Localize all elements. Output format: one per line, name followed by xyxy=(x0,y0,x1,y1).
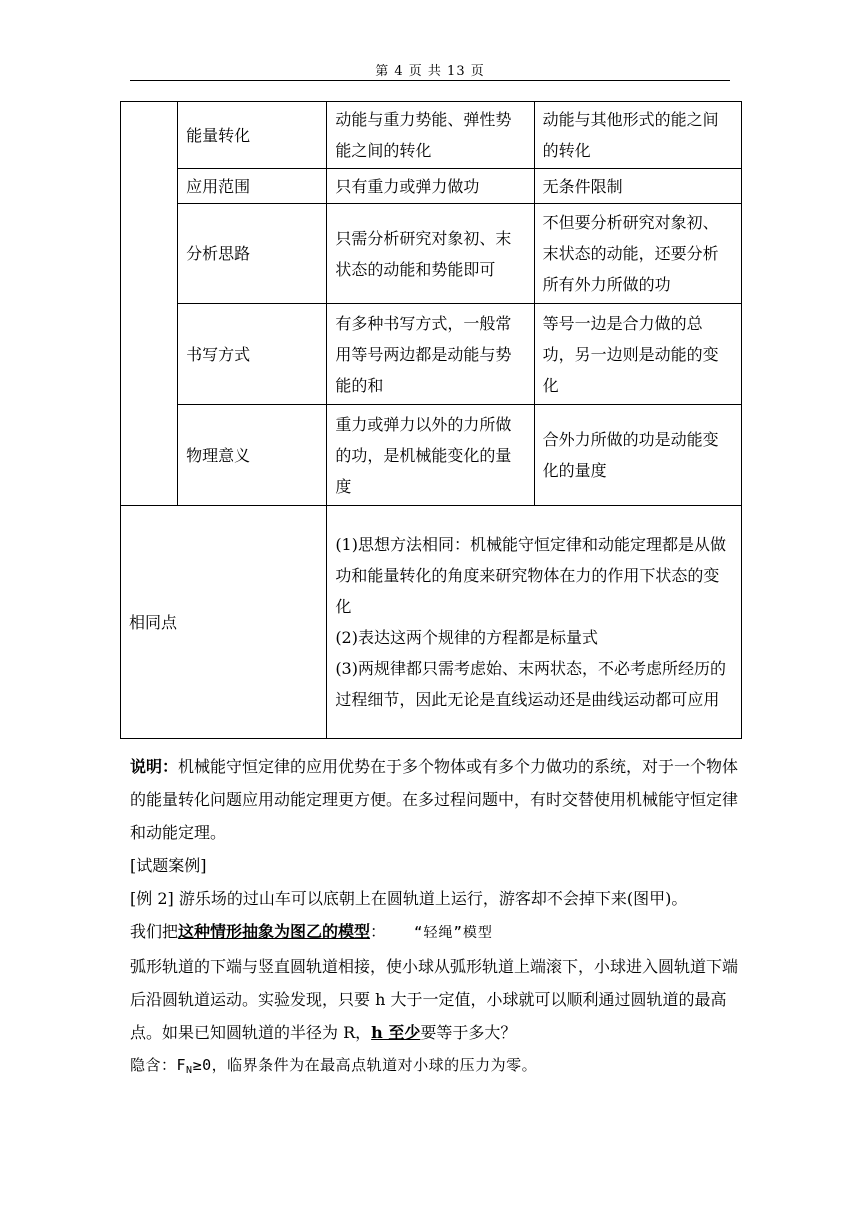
header-divider xyxy=(130,80,730,81)
row-label: 能量转化 xyxy=(178,102,327,169)
conservation-cell: 动能与重力势能、弹性势能之间的转化 xyxy=(327,102,534,169)
hint-subscript: N xyxy=(186,1065,193,1076)
table-row xyxy=(121,204,742,304)
similarity-point: (3)两规律都只需考虑始、末两状态，不必考虑所经历的过程细节，因此无论是直线运动还是曲线运动都可应用 xyxy=(335,659,726,709)
hint-line xyxy=(130,1049,742,1087)
conservation-cell: 只需分析研究对象初、末状态的动能和势能即可 xyxy=(327,204,534,304)
example-label: [例 2] xyxy=(130,889,174,908)
example-text: ： xyxy=(370,922,387,941)
table-row xyxy=(121,405,742,506)
notes-section xyxy=(130,750,742,1087)
handwritten-annotation: “轻绳”模型 xyxy=(414,925,493,941)
table-row xyxy=(121,169,742,204)
row-label: 分析思路 xyxy=(178,204,327,304)
theorem-cell: 不但要分析研究对象初、末状态的动能，还要分析所有外力所做的功 xyxy=(534,204,741,304)
conservation-cell: 有多种书写方式，一般常用等号两边都是动能与势能的和 xyxy=(327,304,534,405)
table-row xyxy=(121,102,742,169)
explanation-label: 说明： xyxy=(130,757,179,776)
theorem-cell: 动能与其他形式的能之间的转化 xyxy=(534,102,741,169)
explanation-paragraph xyxy=(130,750,742,849)
page-number-header: 第 4 页 共 13 页 xyxy=(375,64,485,79)
explanation-text: 机械能守恒定律的应用优势在于多个物体或有多个力做功的系统，对于一个物体的能量转化问题应用动能定理更方便。在多过程问题中，有时交替使用机械能守恒定律和动能定理。 xyxy=(130,757,739,842)
theorem-cell: 合外力所做的功是动能变化的量度 xyxy=(534,405,741,506)
theorem-cell: 等号一边是合力做的总功，另一边则是动能的变化 xyxy=(534,304,741,405)
example-text: 要等于多大？ xyxy=(420,1023,517,1042)
underlined-phrase: h 至少 xyxy=(371,1023,421,1042)
similarities-label: 相同点 xyxy=(121,506,327,739)
merged-left-cell xyxy=(121,102,178,506)
row-label: 物理意义 xyxy=(178,405,327,506)
conservation-cell: 重力或弹力以外的力所做的功，是机械能变化的量度 xyxy=(327,405,534,506)
example-line xyxy=(130,882,742,915)
theorem-cell: 无条件限制 xyxy=(534,169,741,204)
hint-text: 隐含：F xyxy=(130,1056,187,1074)
row-label: 书写方式 xyxy=(178,304,327,405)
similarity-point: (2)表达这两个规律的方程都是标量式 xyxy=(335,628,598,647)
hint-text: ≥0，临界条件为在最高点轨道对小球的压力为零。 xyxy=(192,1056,538,1074)
example-text: 我们把 xyxy=(130,922,179,941)
similarity-point: (1)思想方法相同：机械能守恒定律和动能定理都是从做功和能量转化的角度来研究物体在力的作用下状态的变化 xyxy=(335,535,726,616)
example-text: 弧形轨道的下端与竖直圆轨道相接，使小球从弧形轨道上端滚下，小球进入圆轨道下端后沿圆轨道运动。实验发现，只要 h 大于一定值，小球就可以顺利通过圆轨道的最高点。如果已知圆轨道的半径为 R， xyxy=(130,957,739,1042)
example-paragraph xyxy=(130,950,742,1049)
table-row xyxy=(121,304,742,405)
table-row-similarities xyxy=(121,506,742,739)
example-text: 游乐场的过山车可以底朝上在圆轨道上运行，游客却不会掉下来(图甲)。 xyxy=(173,889,688,908)
underlined-phrase: 这种情形抽象为图乙的模型 xyxy=(178,922,371,941)
comparison-table xyxy=(120,101,742,739)
row-label: 应用范围 xyxy=(178,169,327,204)
section-title: [试题案例] xyxy=(130,856,207,875)
similarities-content xyxy=(327,506,742,739)
conservation-cell: 只有重力或弹力做功 xyxy=(327,169,534,204)
example-line xyxy=(130,915,742,950)
